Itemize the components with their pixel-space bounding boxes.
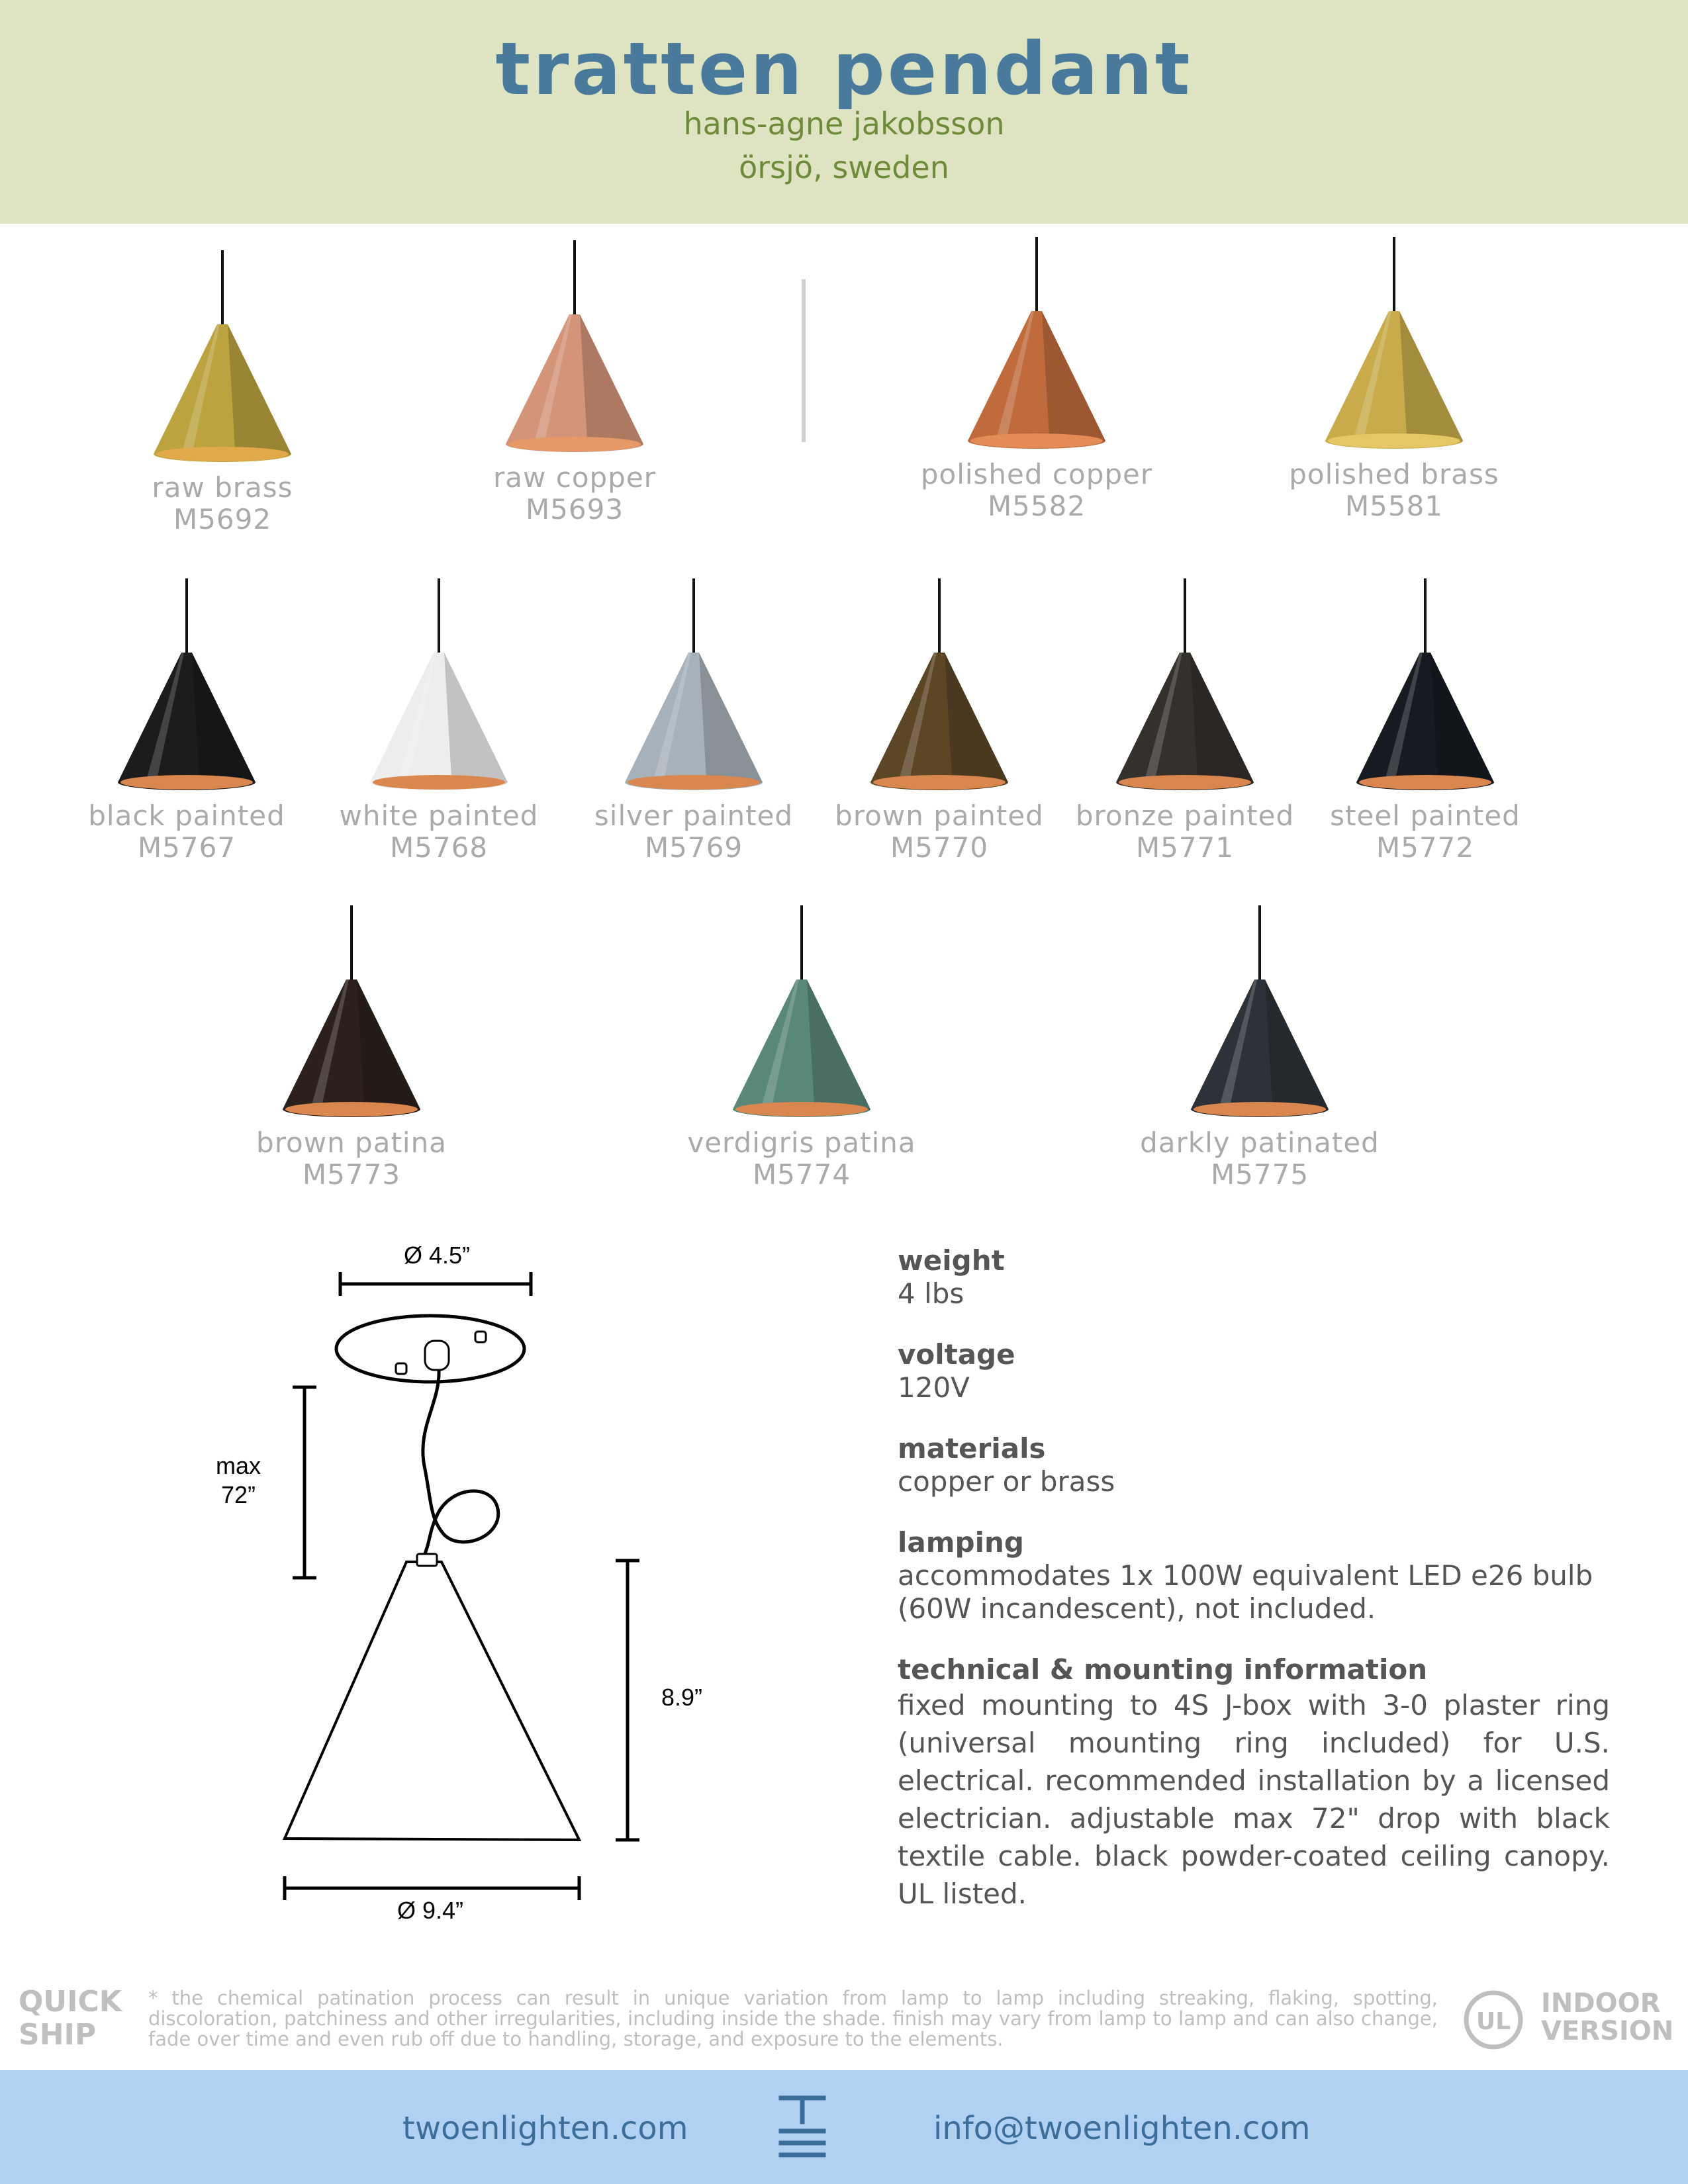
finish-code: M5770: [890, 831, 989, 864]
finish-name: raw copper: [493, 461, 656, 494]
shade-shadow: [945, 653, 1008, 789]
shade-interior: [1359, 775, 1491, 790]
shade-shadow: [1430, 653, 1494, 789]
finish-code: M5771: [1135, 831, 1235, 864]
shade-height-label: 8.9”: [661, 1684, 703, 1711]
shade-interior: [285, 1102, 418, 1116]
max-drop-label-line2: 72”: [220, 1481, 256, 1508]
finish-code: M5772: [1376, 831, 1475, 864]
finish-name: bronze painted: [1075, 799, 1295, 832]
spec-materials: [898, 1432, 1610, 1498]
brand-logo-icon: [776, 2093, 829, 2165]
cone-pendant-icon: [1293, 573, 1558, 792]
cone-pendant-icon: [1262, 232, 1526, 450]
finish-code: M5769: [644, 831, 743, 864]
ul-listed-icon: [1463, 1989, 1524, 2050]
spec-value: 4 lbs: [898, 1277, 964, 1310]
shade-interior: [1328, 433, 1460, 448]
shade-interior: [735, 1102, 868, 1116]
finish-name: brown patina: [256, 1126, 447, 1159]
website-link[interactable]: twoenlighten.com: [402, 2110, 688, 2147]
finish-name: white painted: [339, 799, 539, 832]
spec-technical-mounting: [898, 1653, 1610, 1913]
spec-value: 120V: [898, 1371, 970, 1404]
finish-name: raw brass: [152, 471, 293, 504]
finish-item: [442, 235, 707, 579]
canopy-diameter-label: Ø 4.5”: [403, 1242, 471, 1269]
finish-item: [219, 900, 484, 1244]
spec-label: technical & mounting information: [898, 1653, 1428, 1686]
finish-name: steel painted: [1330, 799, 1521, 832]
finish-item: [904, 232, 1169, 576]
finish-code: M5775: [1210, 1158, 1309, 1191]
finish-item: [1127, 900, 1392, 1244]
shade-shadow: [807, 979, 870, 1116]
quick-ship-badge: [19, 1985, 124, 2052]
finish-code: M5773: [302, 1158, 401, 1191]
header-banner: [0, 0, 1688, 224]
shade-interior: [120, 775, 253, 790]
cone-pendant-icon: [1127, 900, 1392, 1118]
pendant-line-drawing: [212, 1231, 741, 1946]
finish-item: [561, 573, 826, 917]
shade-interior: [628, 775, 760, 790]
quick-ship-line2: SHIP: [19, 2018, 97, 2052]
finish-item: [306, 573, 571, 917]
finish-name: black painted: [88, 799, 285, 832]
email-link[interactable]: info@twoenlighten.com: [933, 2110, 1311, 2147]
cone-pendant-icon: [306, 573, 571, 792]
spec-label: lamping: [898, 1526, 1024, 1559]
shade-interior: [1194, 1102, 1326, 1116]
spec-weight: [898, 1244, 1610, 1310]
shade-interior: [873, 775, 1006, 790]
finish-code: M5581: [1344, 490, 1444, 522]
group-divider: [802, 279, 806, 442]
spec-label: voltage: [898, 1338, 1015, 1371]
indoor-line1: INDOOR: [1541, 1988, 1661, 2019]
max-drop-label-line1: max: [215, 1452, 261, 1479]
finish-name: brown painted: [835, 799, 1044, 832]
cone-pendant-icon: [561, 573, 826, 792]
shade-shadow: [357, 979, 420, 1116]
shade-shadow: [580, 314, 643, 451]
finish-code: M5692: [173, 503, 272, 535]
shade-shadow: [444, 653, 508, 789]
finish-name: darkly patinated: [1140, 1126, 1380, 1159]
indoor-line2: VERSION: [1541, 2016, 1674, 2046]
shade-shadow: [1190, 653, 1254, 789]
shade-shadow: [228, 324, 291, 461]
cone-pendant-icon: [90, 245, 355, 463]
finish-name: polished copper: [920, 458, 1153, 490]
finish-item: [1262, 232, 1526, 576]
spec-label: materials: [898, 1432, 1046, 1465]
footer-bar: [0, 2070, 1688, 2184]
shade-shadow: [192, 653, 256, 789]
finish-name: polished brass: [1289, 458, 1499, 490]
shade-interior: [373, 775, 505, 790]
shade-shadow: [699, 653, 763, 789]
finish-name: silver painted: [594, 799, 794, 832]
indoor-version-badge: [1541, 1989, 1673, 2045]
designer-name: hans-agne jakobsson: [683, 106, 1005, 142]
spec-value: copper or brass: [898, 1465, 1115, 1498]
finish-name: verdigris patina: [687, 1126, 916, 1159]
finish-code: M5582: [987, 490, 1086, 522]
cone-pendant-icon: [442, 235, 707, 453]
cone-pendant-icon: [1053, 573, 1317, 792]
cone-pendant-icon: [54, 573, 319, 792]
specifications: [898, 1244, 1610, 1940]
finish-code: M5693: [525, 493, 624, 525]
shade-shadow: [1399, 311, 1463, 447]
manufacturer-origin: örsjö, sweden: [739, 150, 949, 185]
cone-pendant-icon: [904, 232, 1169, 450]
quick-ship-line1: QUICK: [19, 1985, 122, 2019]
shade-interior: [970, 433, 1103, 448]
finish-item: [669, 900, 934, 1244]
spec-value: accommodates 1x 100W equivalent LED e26 bulb (60W incandescent), not included.: [898, 1559, 1593, 1625]
patina-disclaimer: * the chemical patination process can result in unique variation from lamp to lamp including streaking, flaking, spotting, discoloration, patchiness and other irregularities, including inside the shade. finish may vary from lamp to lamp and can also change, fade over time and even rub off due to handling, storage, and exposure to the elements.: [148, 1987, 1438, 2050]
shade-shadow: [1265, 979, 1329, 1116]
finish-code: M5768: [389, 831, 489, 864]
finish-item: [807, 573, 1072, 917]
finish-code: M5767: [137, 831, 236, 864]
dimension-diagram: [212, 1231, 741, 1946]
cone-pendant-icon: [669, 900, 934, 1118]
cone-pendant-icon: [219, 900, 484, 1118]
cone-pendant-icon: [807, 573, 1072, 792]
ul-mark-text: UL: [1476, 2008, 1511, 2035]
shade-interior: [1119, 775, 1251, 790]
finish-item: [54, 573, 319, 917]
shade-shadow: [1042, 311, 1105, 447]
finish-item: [90, 245, 355, 589]
spec-value: fixed mounting to 4S J-box with 3-0 plaster ring (universal mounting ring included) for U.S. electrical. recommended installation by a licensed electrician. adjustable max 72" drop with black textile cable. black powder-coated ceiling canopy. UL listed.: [898, 1689, 1610, 1910]
page-title: tratten pendant: [495, 26, 1193, 111]
spec-label: weight: [898, 1244, 1005, 1277]
shade-interior: [156, 447, 289, 461]
spec-lamping: [898, 1526, 1610, 1625]
spec-voltage: [898, 1338, 1610, 1404]
finish-item: [1053, 573, 1317, 917]
shade-interior: [508, 437, 641, 451]
finish-code: M5774: [752, 1158, 851, 1191]
finish-item: [1293, 573, 1558, 917]
shade-diameter-label: Ø 9.4”: [397, 1897, 464, 1924]
